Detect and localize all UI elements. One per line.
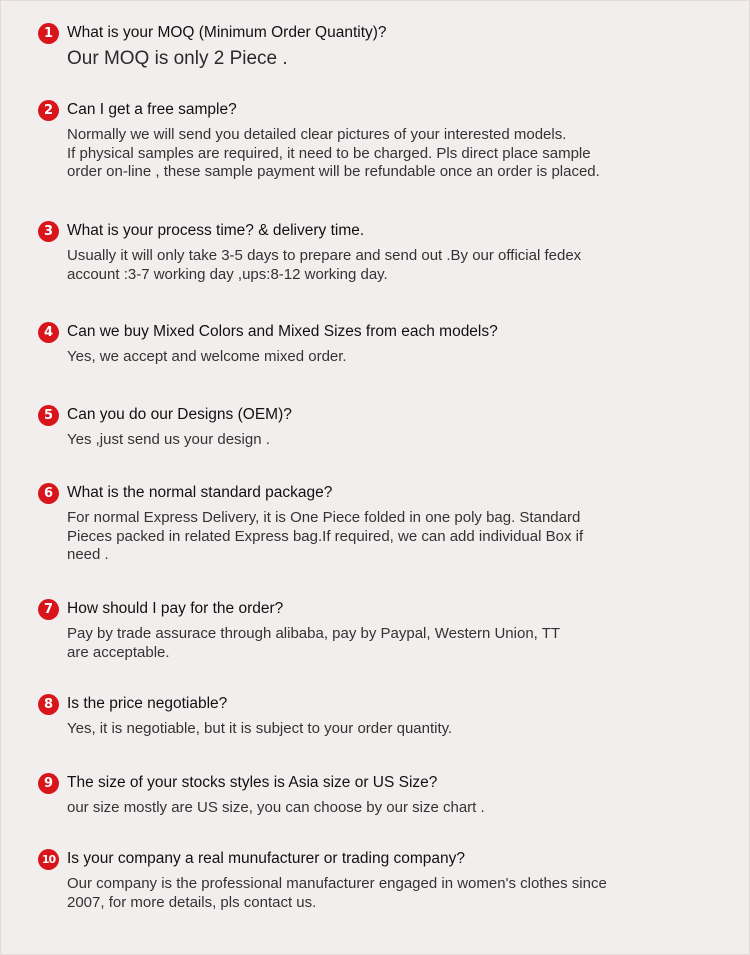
faq-item-1 (38, 21, 718, 70)
faq-answer-line: need . (67, 546, 109, 563)
number-badge-icon: 3 (38, 221, 59, 242)
faq-question: What is the normal standard package? (67, 484, 333, 501)
faq-answer (67, 247, 718, 284)
faq-answer-line: Pieces packed in related Express bag.If required, we can add individual Box if (67, 527, 584, 545)
faq-answer-line: Our company is the professional manufacturer engaged in women's clothes since (67, 875, 607, 892)
faq-question-row (38, 847, 718, 871)
faq-answer-line: Pay by trade assurace through alibaba, pay by Paypal, Western Union, TT (67, 625, 561, 642)
faq-question-row (38, 771, 718, 795)
faq-question: How should I pay for the order? (67, 600, 284, 617)
faq-question-row (38, 98, 718, 122)
faq-answer-line: order on-line , these sample payment will be refundable once an order is placed. (67, 163, 600, 180)
faq-answer-line: account :3-7 working day ,ups:8-12 working day. (67, 265, 388, 283)
number-badge-icon: 10 (38, 849, 59, 870)
faq-answer (67, 799, 718, 818)
faq-item-2 (38, 98, 718, 182)
faq-answer-line: are acceptable. (67, 643, 170, 661)
faq-answer-line: Usually it will only take 3-5 days to prepare and send out .By our official fedex (67, 247, 582, 264)
faq-answer (67, 720, 718, 739)
faq-answer-line: For normal Express Delivery, it is One Piece folded in one poly bag. Standard (67, 509, 581, 526)
faq-answer (67, 348, 718, 367)
faq-answer-line: Our MOQ is only 2 Piece . (67, 48, 288, 69)
faq-answer (67, 625, 718, 662)
faq-item-3 (38, 219, 718, 284)
faq-question: Is the price negotiable? (67, 695, 228, 712)
number-badge-icon: 4 (38, 322, 59, 343)
faq-item-8 (38, 692, 718, 739)
faq-question-row (38, 692, 718, 716)
faq-question: Can you do our Designs (OEM)? (67, 406, 292, 423)
faq-answer-line: Yes ,just send us your design . (67, 431, 270, 448)
faq-question: Can we buy Mixed Colors and Mixed Sizes from each models? (67, 323, 498, 340)
faq-answer (67, 875, 718, 912)
faq-answer (67, 509, 718, 565)
faq-question-row (38, 21, 718, 45)
faq-answer (67, 126, 718, 182)
faq-question-row (38, 597, 718, 621)
faq-answer-line: 2007, for more details, pls contact us. (67, 893, 317, 911)
faq-answer-line: Yes, it is negotiable, but it is subject to your order quantity. (67, 720, 453, 737)
faq-answer-line: Normally we will send you detailed clear pictures of your interested models. (67, 126, 567, 143)
number-badge-icon: 6 (38, 483, 59, 504)
faq-answer (67, 431, 718, 450)
faq-item-4 (38, 320, 718, 367)
faq-question-row (38, 481, 718, 505)
faq-answer-line: Yes, we accept and welcome mixed order. (67, 348, 347, 365)
faq-question: Can I get a free sample? (67, 101, 237, 118)
faq-question-row (38, 403, 718, 427)
faq-item-7 (38, 597, 718, 662)
faq-item-5 (38, 403, 718, 450)
faq-answer-line: our size mostly are US size, you can choose by our size chart . (67, 799, 485, 816)
faq-item-9 (38, 771, 718, 818)
number-badge-icon: 5 (38, 405, 59, 426)
faq-question-row (38, 219, 718, 243)
faq-question: What is your MOQ (Minimum Order Quantity)? (67, 24, 387, 41)
number-badge-icon: 8 (38, 694, 59, 715)
faq-question-row (38, 320, 718, 344)
faq-item-6 (38, 481, 718, 565)
number-badge-icon: 2 (38, 100, 59, 121)
number-badge-icon: 7 (38, 599, 59, 620)
faq-question: Is your company a real munufacturer or trading company? (67, 850, 466, 867)
faq-answer-line: If physical samples are required, it need to be charged. Pls direct place sample (67, 144, 591, 162)
number-badge-icon: 1 (38, 23, 59, 44)
faq-question: What is your process time? & delivery time. (67, 222, 365, 239)
number-badge-icon: 9 (38, 773, 59, 794)
faq-item-10 (38, 847, 718, 912)
faq-question: The size of your stocks styles is Asia size or US Size? (67, 774, 438, 791)
faq-answer (67, 48, 718, 70)
